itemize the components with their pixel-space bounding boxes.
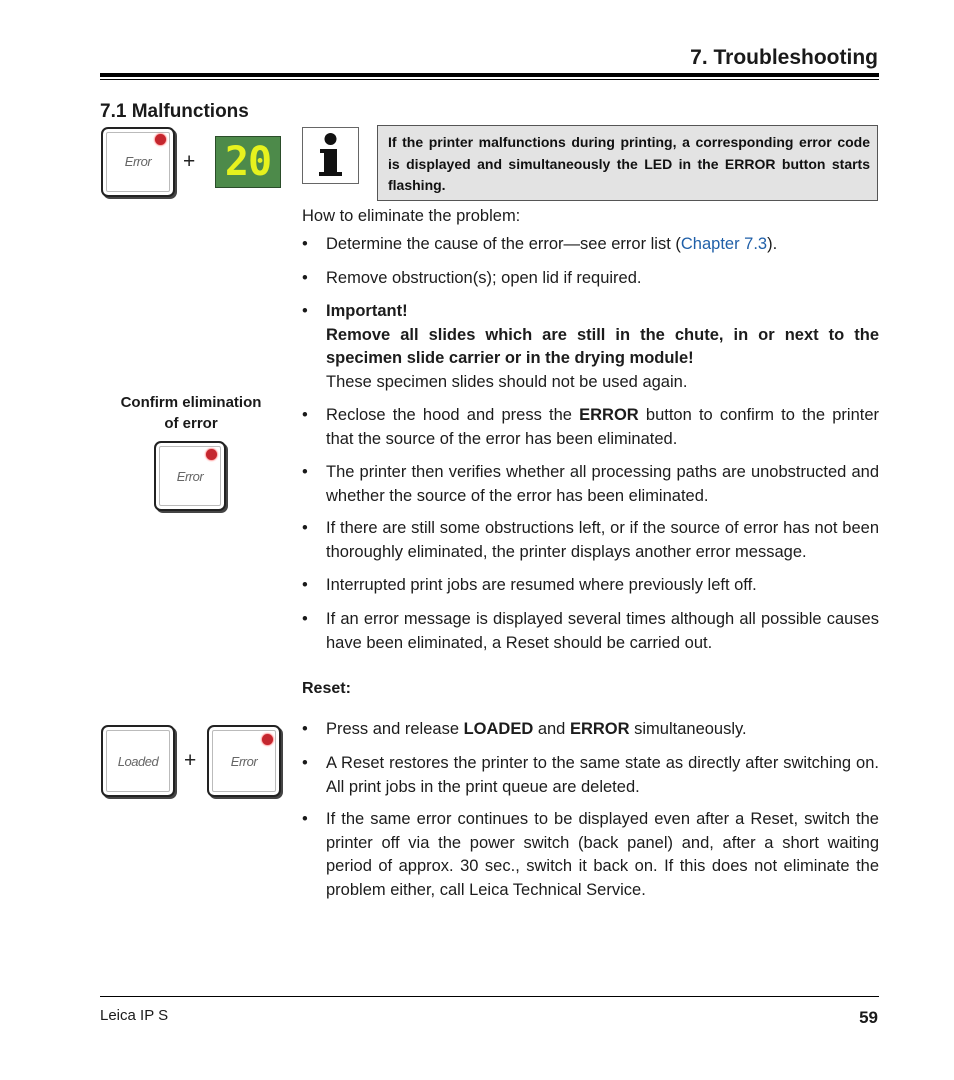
- error-key-icon: [154, 441, 226, 511]
- item-text: Reclose the hood and press the: [326, 406, 580, 424]
- notice-text: If the printer malfunctions during printing, a corresponding error code is displayed and simultaneously the LED in the ERROR button starts flashing.: [388, 134, 870, 193]
- list-item: [326, 404, 879, 451]
- led-icon: [206, 449, 217, 460]
- bullet: •: [302, 463, 308, 481]
- bullet: •: [302, 610, 308, 628]
- item-bold: ERROR: [579, 406, 639, 424]
- list-item: If an error message is displayed several times although all possible causes have been eliminated, a Reset should be carried out.: [326, 610, 879, 652]
- plus-sign: +: [184, 749, 197, 772]
- info-icon: [302, 127, 359, 184]
- confirm-caption: [100, 392, 282, 434]
- bullet: •: [302, 754, 308, 772]
- important-text: Remove all slides which are still in the chute, in or next to the specimen slide carrier or in the drying module!: [326, 325, 879, 367]
- item-bold: ERROR: [569, 720, 630, 738]
- error-key-label: Error: [230, 754, 258, 769]
- caption-line: Confirm elimination: [120, 394, 262, 411]
- bullet: •: [302, 269, 308, 287]
- bullet: •: [302, 519, 308, 537]
- led-icon: [262, 734, 273, 745]
- header-rule-thick: [100, 73, 879, 77]
- item-text: Press and release: [326, 720, 464, 738]
- list-item: Remove obstruction(s); open lid if required.: [326, 269, 642, 287]
- plus-sign: +: [183, 150, 196, 173]
- loaded-key-label: Loaded: [117, 754, 159, 769]
- footer-product: Leica IP S: [100, 1007, 169, 1024]
- chapter-title: 7. Troubleshooting: [690, 46, 878, 69]
- item-text: and: [533, 720, 570, 738]
- list-item: The printer then verifies whether all processing paths are unobstructed and whether the source of the error has been eliminated.: [326, 463, 879, 505]
- bullet: •: [302, 576, 308, 594]
- list-item: A Reset restores the printer to the same state as directly after switching on. All print jobs in the print queue are deleted.: [326, 754, 879, 796]
- list-item: If the same error continues to be displayed even after a Reset, switch the printer off via the power switch (back panel) and, after a short waiting period of approx. 30 sec., switch it back on. If this does not eliminate the problem either, call Leica Technical Service.: [326, 810, 879, 899]
- error-key-icon: [101, 127, 175, 197]
- bullet: •: [302, 810, 308, 828]
- list-item-important: [326, 300, 879, 394]
- footer-rule: [100, 996, 879, 997]
- caption-line: of error: [164, 415, 218, 432]
- error-key-icon: [207, 725, 281, 797]
- chapter-link[interactable]: Chapter 7.3: [680, 235, 768, 253]
- page-number: 59: [859, 1008, 878, 1027]
- reset-heading: Reset:: [302, 680, 351, 697]
- notice-box: [377, 125, 878, 201]
- list-item: [326, 233, 879, 257]
- item-text: Determine the cause of the error—see error list (: [326, 235, 681, 253]
- bullet: •: [302, 302, 308, 320]
- important-note: These specimen slides should not be used again.: [326, 372, 688, 391]
- bullet: •: [302, 406, 308, 424]
- section-title: 7.1 Malfunctions: [100, 101, 249, 122]
- item-bold: LOADED: [463, 720, 534, 738]
- item-text: simultaneously.: [629, 720, 747, 738]
- list-item: [326, 718, 879, 742]
- header-rule-thin: [100, 79, 879, 80]
- lcd-display-icon: [215, 136, 281, 188]
- bullet: •: [302, 235, 308, 253]
- lcd-code: 20: [224, 139, 272, 185]
- list-item: If there are still some obstructions left, or if the source of error has not been thoroughly eliminated, the printer displays another error message.: [326, 519, 879, 561]
- loaded-key-icon: [101, 725, 175, 797]
- important-title: Important!: [326, 302, 408, 320]
- intro-text: How to eliminate the problem:: [302, 207, 521, 225]
- error-key-label: Error: [176, 469, 204, 484]
- item-text: button to confirm to the printer that the source of the error has been eliminated.: [326, 406, 879, 448]
- led-icon: [155, 134, 166, 145]
- list-item: Interrupted print jobs are resumed where previously left off.: [326, 576, 757, 594]
- item-text: ).: [767, 235, 778, 253]
- error-key-label: Error: [124, 154, 152, 169]
- bullet: •: [302, 720, 308, 738]
